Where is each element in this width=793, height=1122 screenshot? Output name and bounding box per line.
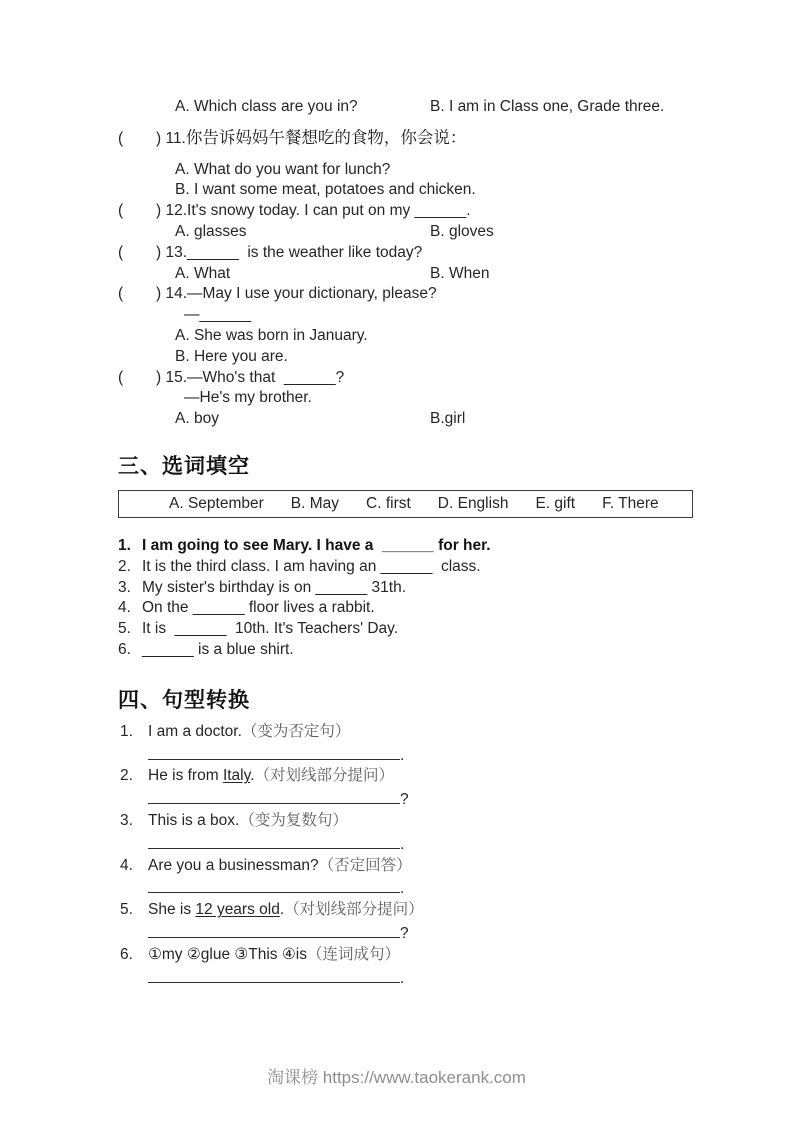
word-bank-option: B. May (290, 494, 340, 512)
list-item (118, 619, 708, 640)
item-sentence (118, 766, 708, 787)
option-a: A. Which class are you in? (175, 98, 358, 115)
item-text: It is ______ 10th. It's Teachers' Day. (142, 620, 399, 638)
option-a: A. What (175, 264, 231, 282)
mc-q15-options (118, 409, 708, 430)
option-b: B. I want some meat, potatoes and chicken. (175, 181, 476, 199)
item-text: It is the third class. I am having an ______ class. (142, 557, 481, 575)
question-stem: It's snowy today. I can put on my ______. (187, 202, 471, 220)
transform-item (118, 945, 708, 990)
sentence-tail: . (279, 901, 285, 919)
instruction-note: （变为否定句） (241, 722, 351, 740)
mc-q14-option-a (118, 326, 708, 347)
end-punctuation: . (400, 835, 405, 853)
list-item (118, 598, 708, 619)
item-sentence (118, 945, 708, 966)
worksheet-content (118, 97, 708, 989)
transform-item (118, 900, 708, 945)
item-text: I am going to see Mary. I have a ______ for her. (142, 536, 491, 554)
end-punctuation: ? (400, 791, 409, 809)
multiple-choice-section (118, 97, 708, 430)
item-text: On the ______ floor lives a rabbit. (142, 599, 375, 617)
section-title: 四、句型转换 (118, 688, 250, 712)
question-number: ) 15. (156, 368, 188, 386)
question-stem: 你告诉妈妈午餐想吃的食物，你会说： (185, 128, 467, 147)
instruction-note: （对划线部分提问） (254, 767, 395, 785)
mc-question-12 (118, 201, 708, 222)
option-b: B. I am in Class one, Grade three. (430, 98, 665, 115)
option-a: A. She was born in January. (175, 326, 368, 344)
watermark-text: 淘课榜 https://www.taokerank.com (267, 1068, 526, 1087)
item-text: My sister's birthday is on ______ 31th. (142, 578, 407, 596)
question-number: ) 11. (156, 129, 186, 147)
answer-paren: ( (118, 129, 124, 147)
reply-line: —He's my brother. (184, 389, 312, 407)
end-punctuation: . (400, 969, 405, 987)
word-bank-option: D. English (437, 494, 509, 512)
underlined-part: 12 years old (195, 901, 280, 919)
instruction-note: （对划线部分提问） (284, 901, 424, 919)
mc-q14-reply-blank (118, 305, 708, 326)
answer-blank-row (118, 832, 708, 856)
word-fill-section (118, 453, 708, 661)
sentence-text: ①my ②glue ③This ④is (148, 945, 307, 963)
question-number: ) 12. (156, 202, 188, 220)
list-item (118, 640, 708, 661)
answer-blank-line (148, 966, 400, 983)
option-a: A. glasses (175, 222, 247, 240)
underlined-part: Italy (222, 767, 251, 785)
word-bank-option: C. first (366, 494, 411, 512)
transform-item (118, 811, 708, 856)
item-sentence (118, 811, 708, 832)
answer-blank-line (148, 743, 400, 760)
mc-question-15 (118, 368, 708, 389)
answer-paren: ( (118, 202, 124, 220)
item-number: 6. (120, 945, 133, 963)
item-number: 1. (120, 722, 133, 740)
mc-q14-option-b (118, 347, 708, 368)
transform-items (118, 722, 708, 990)
question-stem: ______ is the weather like today? (187, 243, 423, 261)
site-watermark (0, 1066, 793, 1090)
word-bank-option: E. gift (535, 494, 576, 512)
item-number: 3. (120, 811, 133, 829)
mc-question-14 (118, 284, 708, 305)
instruction-note: （变为复数句） (239, 811, 348, 829)
transform-item (118, 722, 708, 767)
answer-blank-row (118, 787, 708, 811)
list-item (118, 536, 708, 557)
item-sentence (118, 856, 708, 877)
word-bank-box (118, 490, 693, 518)
option-b: B.girl (430, 410, 466, 428)
question-stem: —Who's that ______? (187, 368, 345, 386)
sentence-text: She is (148, 901, 196, 919)
answer-paren: ( (118, 243, 124, 261)
item-number: 4. (118, 599, 131, 617)
mc-question-11 (118, 128, 708, 150)
item-number: 4. (120, 856, 133, 874)
answer-blank-row (118, 743, 708, 767)
word-bank-option: A. September (169, 494, 264, 512)
answer-blank-line (148, 787, 400, 804)
instruction-note: （否定回答） (318, 856, 412, 874)
section-title: 三、选词填空 (118, 454, 250, 478)
instruction-note: （连词成句） (306, 945, 400, 963)
item-number: 6. (118, 640, 131, 658)
option-a: A. boy (175, 410, 219, 428)
list-item (118, 557, 708, 578)
answer-blank-line (148, 832, 400, 849)
question-stem: —May I use your dictionary, please? (187, 285, 437, 303)
end-punctuation: . (400, 746, 405, 764)
item-number: 3. (118, 578, 131, 596)
mc-q12-options (118, 222, 708, 243)
mc-q13-options (118, 264, 708, 285)
item-text: ______ is a blue shirt. (142, 640, 294, 658)
option-a: A. What do you want for lunch? (175, 160, 391, 178)
sentence-transform-section (118, 687, 708, 990)
item-number: 1. (118, 536, 131, 554)
answer-paren: ( (118, 368, 124, 386)
answer-paren: ( (118, 285, 124, 303)
option-b: B. When (430, 264, 490, 282)
question-number: ) 14. (156, 285, 188, 303)
word-bank-option: F. There (602, 494, 659, 512)
item-number: 5. (120, 901, 133, 919)
sentence-text: This is a box. (148, 811, 240, 829)
item-number: 5. (118, 620, 131, 638)
end-punctuation: . (400, 880, 405, 898)
answer-blank-row (118, 966, 708, 990)
mc-pair-options (118, 97, 708, 118)
item-sentence (118, 722, 708, 743)
answer-blank-row (118, 876, 708, 900)
question-number: ) 13. (156, 243, 188, 261)
mc-question-13 (118, 243, 708, 264)
list-item (118, 578, 708, 599)
option-b: B. gloves (430, 222, 494, 240)
reply-line: —______ (184, 306, 252, 324)
end-punctuation: ? (400, 924, 409, 942)
word-fill-items (118, 536, 708, 661)
answer-blank-row (118, 921, 708, 945)
sentence-tail: . (250, 767, 255, 785)
option-b: B. Here you are. (175, 347, 288, 365)
answer-blank-line (148, 921, 400, 938)
item-number: 2. (120, 767, 133, 785)
sentence-text: He is from (148, 767, 223, 785)
transform-item (118, 766, 708, 811)
item-sentence (118, 900, 708, 921)
sentence-text: I am a doctor. (148, 722, 242, 740)
mc-q11-option-b (118, 180, 708, 201)
mc-q11-option-a (118, 160, 708, 181)
item-number: 2. (118, 557, 131, 575)
answer-blank-line (148, 876, 400, 893)
mc-q15-reply (118, 388, 708, 409)
transform-item (118, 856, 708, 901)
sentence-text: Are you a businessman? (148, 856, 319, 874)
